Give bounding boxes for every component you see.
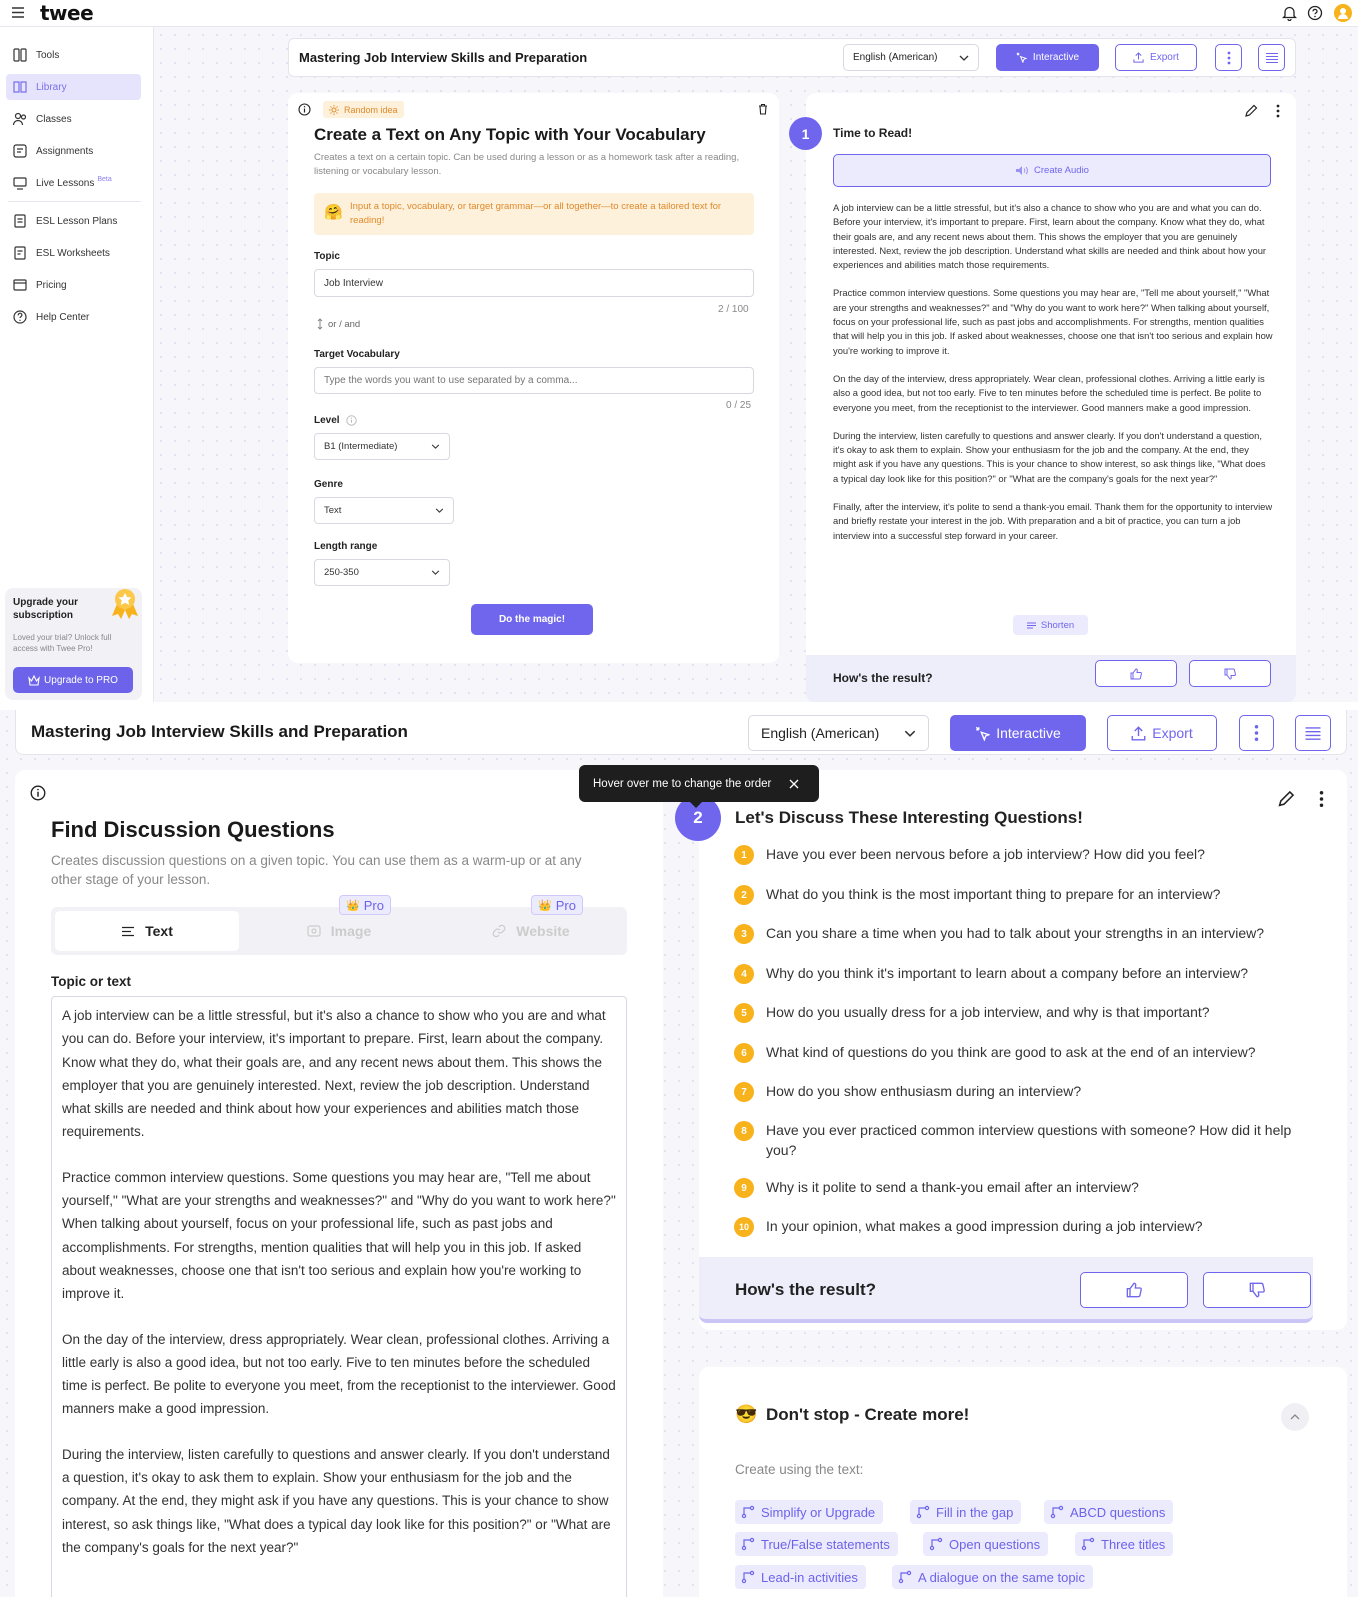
sidebar-item-label: ESL Lesson Plans	[36, 215, 118, 227]
trash-icon[interactable]	[758, 103, 768, 115]
branch-icon	[1050, 1505, 1064, 1519]
text-body	[833, 201, 1273, 543]
feedback-label: How's the result?	[735, 1280, 877, 1299]
tab-text[interactable]	[55, 911, 239, 951]
topic-paragraph: A job interview can be a little stressful, but it's also a chance to show who you are and what you can do. Before your interview, it's important to prepare. First, learn about the company. Know what they do, what their goals are, and any recent news about them. This shows the employer that you are genuinely interested. Next, review the job description. Understand what skills are needed and think about how your experiences and abilities match those requirements.	[62, 1008, 606, 1140]
form-title: Create a Text on Any Topic with Your Vocabulary	[314, 125, 706, 144]
sidebar-item-help-center[interactable]	[6, 304, 141, 330]
sidebar-item-live-lessons[interactable]	[6, 170, 141, 196]
chip-fill-in-the-gap[interactable]	[910, 1500, 1021, 1524]
length-value: 250-350	[324, 567, 359, 578]
genre-value: Text	[324, 505, 342, 516]
sidebar-item-esl-worksheets[interactable]	[6, 240, 141, 266]
topic-paragraph: During the interview, listen carefully to questions and answer clearly. If you don't understand a question, it's okay to ask them to explain. Show your enthusiasm for the job and the company. At the end, they might ask if you have any questions. This is your chance to show interest, so ask things like, "What does a typical day look like for this position?" or "What are the company's goals for the next year?"	[62, 1446, 611, 1555]
language-value: English (American)	[761, 725, 880, 741]
tools-icon	[12, 47, 28, 63]
shorten-label: Shorten	[1040, 619, 1075, 631]
upgrade-title: Upgrade your subscription	[13, 597, 79, 621]
genre-select[interactable]	[314, 497, 454, 524]
crown-icon: 👑	[538, 899, 552, 912]
language-value: English (American)	[853, 52, 938, 63]
sidebar-item-label: Pricing	[36, 279, 67, 291]
lesson-title[interactable]: Mastering Job Interview Skills and Preparation	[31, 722, 408, 741]
chevron-up-icon	[1290, 1414, 1300, 1420]
feedback-bar	[806, 655, 1296, 702]
pencil-icon[interactable]	[1244, 104, 1258, 118]
language-select[interactable]	[843, 44, 979, 71]
chip-label: Lead-in activities	[761, 1569, 858, 1585]
question-text: Can you share a time when you had to talk about your strengths in an interview?	[766, 925, 1265, 941]
chip-true-false-statements[interactable]	[735, 1532, 898, 1556]
pro-badge	[531, 895, 583, 915]
interactive-label: Interactive	[996, 725, 1061, 741]
topic-label: Topic or text	[51, 974, 132, 989]
result-title: Let's Discuss These Interesting Questions!	[735, 808, 1083, 827]
question-text: How do you usually dress for a job interview, and why is that important?	[766, 1004, 1210, 1020]
list-view-button[interactable]	[1258, 44, 1285, 71]
upgrade-button-label: Upgrade to PRO	[44, 674, 118, 686]
sidebar	[0, 27, 154, 702]
thumbs-up-button[interactable]	[1095, 660, 1177, 687]
form-description: Creates a text on a certain topic. Can be used during a lesson or as a homework task after a reading, listening or vocabulary lesson.	[314, 152, 740, 177]
pro-label: Pro	[555, 897, 576, 913]
tab-image[interactable]	[247, 911, 431, 951]
chip-a-dialogue-on-the-same-topic[interactable]	[892, 1565, 1093, 1589]
sidebar-item-label: Help Center	[36, 311, 90, 323]
sidebar-item-esl-lesson-plans[interactable]	[6, 208, 141, 234]
export-button[interactable]	[1115, 44, 1197, 71]
form-description: Creates discussion questions on a given topic. You can use them as a warm-up or at any other stage of your lesson.	[51, 853, 582, 887]
sidebar-item-tools[interactable]	[6, 42, 141, 68]
thumbs-down-button[interactable]	[1189, 660, 1271, 687]
swap-vertical-icon	[316, 318, 324, 330]
reorder-tooltip	[579, 765, 819, 802]
award-ribbon-icon	[109, 586, 141, 620]
sparkle-cursor-icon	[1016, 52, 1027, 63]
info-icon[interactable]	[346, 415, 357, 426]
chip-label: Three titles	[1101, 1536, 1166, 1552]
chip-three-titles[interactable]	[1075, 1532, 1173, 1556]
reading-paragraph: During the interview, listen carefully to questions and answer clearly. If you don't understand a question, it's okay to ask them to explain. Show your enthusiasm for the job and the company. At the end, they might ask if you have any questions. This is your chance to show interest, so ask things like, "What does a typical day look like for this position?" or "What are the company's goals for the next year?"	[833, 429, 1266, 484]
crown-icon: 👑	[346, 899, 360, 912]
create-more-card	[699, 1367, 1347, 1597]
chip-simplify-or-upgrade[interactable]	[735, 1500, 883, 1524]
upload-icon	[1131, 726, 1146, 741]
step-badge[interactable]: 2	[675, 795, 721, 841]
thumbs-up-button[interactable]	[1080, 1272, 1188, 1308]
sidebar-item-assignments[interactable]	[6, 138, 141, 164]
do-the-magic-label: Do the magic!	[498, 614, 566, 625]
question-number: 1	[734, 845, 754, 865]
worksheets-icon	[12, 245, 28, 261]
hugging-face-emoji-icon: 🤗	[324, 204, 343, 221]
thumbs-up-icon	[1130, 668, 1142, 680]
text-align-icon	[121, 926, 135, 937]
tooltip-arrow	[689, 801, 703, 808]
question-number: 5	[734, 1003, 754, 1023]
question-number: 4	[734, 964, 754, 984]
sidebar-item-label: Live Lessons	[36, 177, 95, 189]
export-label: Export	[1152, 725, 1193, 741]
list-item	[734, 963, 1314, 984]
info-icon[interactable]	[30, 785, 46, 801]
list-item	[734, 1081, 1314, 1102]
list-item	[734, 844, 1314, 865]
create-more-title: Don't stop - Create more!	[766, 1405, 970, 1424]
chip-label: Fill in the gap	[936, 1504, 1014, 1520]
tab-website[interactable]	[439, 911, 623, 951]
shorten-button[interactable]	[1013, 615, 1088, 635]
random-idea-badge[interactable]	[323, 101, 404, 118]
more-vertical-icon[interactable]	[1276, 104, 1280, 118]
list-item	[734, 1216, 1314, 1237]
chip-label: Simplify or Upgrade	[761, 1504, 876, 1520]
library-icon	[12, 79, 28, 95]
sidebar-item-pricing[interactable]	[6, 272, 141, 298]
link-icon	[492, 924, 506, 938]
top-bar	[0, 0, 1358, 27]
lesson-title[interactable]: Mastering Job Interview Skills and Preparation	[299, 50, 588, 65]
reading-paragraph: A job interview can be a little stressful, but it's also a chance to show who you are and what you can do. Before your interview, it's important to prepare. First, learn about the company. Know what they do, what their goals are, and any recent news about them. This shows the employer that you are genuinely interested. Next, review the job description. Understand what skills are needed and think about how your experiences and abilities match those requirements.	[833, 202, 1267, 271]
level-value: B1 (Intermediate)	[324, 441, 398, 452]
result-title: Time to Read!	[833, 126, 913, 140]
reading-paragraph: On the day of the interview, dress appropriately. Wear clean, professional clothes. Arriving a little early is also a good idea, but not too early. Five to ten minutes before the scheduled time is perfect. Be polite to everyone you meet, from the receptionist to the interviewer. Good manners make a good impression.	[833, 372, 1265, 413]
chip-label: True/False statements	[761, 1536, 890, 1552]
sidebar-item-classes[interactable]	[6, 106, 141, 132]
vocab-counter: 0 / 25	[726, 400, 752, 411]
interactive-button[interactable]	[996, 44, 1099, 71]
more-vertical-button[interactable]	[1215, 44, 1242, 71]
reading-paragraph: Practice common interview questions. Some questions you may hear are, "Tell me about yourself," "What are your strengths and weaknesses?" and "Why do you want to work here?" When talking about yourself, focus on your professional life, such as past jobs and accomplishments. For strengths, mention qualities that will help you in this job. If asked about weaknesses, choose one that isn't too serious and explain how you're working to improve it.	[833, 287, 1273, 356]
upload-icon	[1133, 52, 1144, 63]
pricing-icon	[12, 277, 28, 293]
sparkle-cursor-icon	[975, 726, 990, 741]
branch-icon	[741, 1505, 755, 1519]
length-select[interactable]	[314, 559, 450, 586]
more-vertical-icon	[1227, 51, 1231, 65]
question-text: What kind of questions do you think are good to ask at the end of an interview?	[766, 1044, 1256, 1060]
question-number: 10	[734, 1217, 754, 1237]
topic-paragraph: On the day of the interview, dress appropriately. Wear clean, professional clothes. Arriving a little early is also a good idea, but not too early. Five to ten minutes before the scheduled time is perfect. Be polite to everyone you meet, from the receptionist to the interviewer. Good manners make a good impression.	[62, 1331, 616, 1417]
interactive-label: Interactive	[1032, 52, 1080, 63]
pro-badge	[339, 895, 391, 915]
level-label	[314, 415, 357, 426]
question-text: Why is it polite to send a thank-you email after an interview?	[766, 1179, 1139, 1195]
branch-icon	[1081, 1537, 1095, 1551]
more-vertical-button[interactable]	[1239, 715, 1274, 751]
thumbs-down-icon	[1249, 1282, 1265, 1298]
chip-abcd-questions[interactable]	[1044, 1500, 1173, 1524]
chevron-down-icon	[431, 444, 440, 449]
classes-icon	[12, 111, 28, 127]
question-text: Have you ever practiced common interview questions with someone? How did it help you?	[766, 1122, 1292, 1158]
question-number: 7	[734, 1082, 754, 1102]
bottom-app-screen	[0, 710, 1358, 1597]
collapse-button[interactable]	[1281, 1403, 1309, 1431]
question-number: 3	[734, 924, 754, 944]
thumbs-down-icon	[1224, 668, 1236, 680]
hamburger-menu-icon[interactable]	[11, 6, 25, 19]
list-item	[734, 923, 1314, 944]
tip-text: Input a topic, vocabulary, or target grammar—or all together—to create a tailored text for reading!	[350, 201, 722, 226]
genre-label: Genre	[314, 479, 343, 490]
chip-lead-in-activities[interactable]	[735, 1565, 866, 1589]
target-vocabulary-input[interactable]	[314, 367, 754, 394]
topic-textarea[interactable]	[51, 996, 627, 1597]
question-text: What do you think is the most important thing to prepare for an interview?	[766, 886, 1221, 902]
topic-value: Job Interview	[324, 277, 383, 289]
close-icon[interactable]	[789, 779, 799, 789]
question-number: 8	[734, 1121, 754, 1141]
branch-icon	[916, 1505, 930, 1519]
sidebar-item-label: ESL Worksheets	[36, 247, 110, 259]
do-the-magic-button[interactable]	[471, 604, 593, 635]
question-text: In your opinion, what makes a good impression during a job interview?	[766, 1218, 1203, 1234]
topic-counter: 2 / 100	[718, 304, 749, 315]
lines-icon	[1027, 622, 1036, 629]
create-more-subtitle: Create using the text:	[735, 1462, 864, 1477]
topic-paragraph: Practice common interview questions. Some questions you may hear are, "Tell me about yourself," "What are your strengths and weaknesses?" and "Why do you want to work here?" When talking about yourself, focus on your professional life, such as past jobs and accomplishments. For strengths, mention qualities that will help you in this job. If asked about weaknesses, choose one that isn't too serious and explain how you're working to improve it.	[62, 1169, 616, 1302]
list-view-button[interactable]	[1295, 715, 1331, 751]
feedback-bar	[699, 1257, 1313, 1323]
more-vertical-icon	[1254, 724, 1259, 742]
question-text: How do you show enthusiasm during an interview?	[766, 1083, 1082, 1099]
sidebar-item-label: Tools	[36, 49, 60, 61]
feedback-label: How's the result?	[833, 671, 933, 685]
thumbs-down-button[interactable]	[1203, 1272, 1311, 1308]
list-icon	[1265, 52, 1279, 64]
twee-logo[interactable]: twee	[40, 1, 94, 25]
sidebar-item-label: Library	[36, 81, 67, 93]
sidebar-divider	[8, 201, 141, 202]
vocab-label: Target Vocabulary	[314, 349, 400, 360]
user-avatar-icon[interactable]	[1334, 4, 1352, 22]
thumbs-up-icon	[1126, 1282, 1142, 1298]
or-and-text: or / and	[328, 318, 361, 330]
list-item	[734, 1002, 1314, 1023]
chevron-down-icon	[435, 508, 444, 513]
upgrade-card	[5, 588, 142, 700]
sidebar-item-label: Assignments	[36, 145, 94, 157]
image-icon	[307, 925, 321, 937]
help-icon	[12, 309, 28, 325]
tip-box	[314, 193, 754, 235]
random-idea-label: Random idea	[344, 104, 398, 115]
tab-label: Image	[330, 923, 372, 939]
lesson-header	[15, 710, 1347, 755]
branch-icon	[741, 1537, 755, 1551]
list-item	[734, 1042, 1314, 1063]
interactive-button[interactable]	[950, 715, 1086, 751]
branch-icon	[898, 1570, 912, 1584]
topic-input[interactable]	[314, 269, 754, 297]
branch-icon	[929, 1537, 943, 1551]
export-label: Export	[1150, 52, 1179, 63]
tab-label: Text	[145, 923, 173, 939]
export-button[interactable]	[1107, 715, 1217, 751]
help-circle-icon[interactable]	[1307, 5, 1323, 21]
question-number: 2	[734, 885, 754, 905]
question-number: 9	[734, 1178, 754, 1198]
speaker-icon	[1015, 165, 1028, 176]
more-vertical-icon[interactable]	[1319, 790, 1324, 808]
upgrade-to-pro-button[interactable]	[13, 667, 133, 693]
pencil-icon[interactable]	[1277, 790, 1295, 808]
sidebar-item-label: Classes	[36, 113, 72, 125]
sidebar-item-library[interactable]	[6, 74, 141, 100]
level-select[interactable]	[314, 433, 450, 460]
tooltip-text: Hover over me to change the order	[593, 777, 772, 790]
crown-icon	[28, 675, 40, 686]
top-app-screen	[0, 0, 1358, 702]
length-label: Length range	[314, 541, 378, 552]
form-title: Find Discussion Questions	[51, 817, 335, 842]
chevron-down-icon	[431, 570, 440, 575]
chip-label: A dialogue on the same topic	[918, 1569, 1085, 1585]
list-item	[734, 884, 1314, 905]
chevron-down-icon	[959, 55, 969, 61]
upgrade-text: Loved your trial? Unlock full access with Twee Pro!	[13, 633, 112, 653]
pro-label: Pro	[363, 897, 384, 913]
beta-badge: Beta	[97, 175, 112, 183]
bell-icon[interactable]	[1282, 5, 1297, 21]
question-number: 6	[734, 1043, 754, 1063]
lesson-plans-icon	[12, 213, 28, 229]
create-audio-label: Create Audio	[1034, 165, 1089, 176]
create-audio-button[interactable]	[833, 154, 1271, 187]
assignments-icon	[12, 143, 28, 159]
chip-label: ABCD questions	[1070, 1504, 1166, 1520]
branch-icon	[741, 1570, 755, 1584]
chevron-down-icon	[904, 730, 916, 737]
language-select[interactable]	[748, 715, 929, 751]
list-icon	[1304, 726, 1322, 741]
live-lessons-icon	[12, 175, 28, 191]
info-icon[interactable]	[298, 103, 311, 116]
question-text: Have you ever been nervous before a job interview? How did you feel?	[766, 846, 1205, 862]
chip-label: Open questions	[949, 1536, 1041, 1552]
list-item	[734, 1177, 1314, 1198]
list-item	[734, 1120, 1314, 1160]
sunglasses-emoji-icon: 😎	[735, 1404, 758, 1424]
sun-icon	[329, 105, 339, 115]
create-text-card	[288, 93, 779, 663]
level-label-text: Level	[314, 415, 340, 426]
step-badge[interactable]: 1	[789, 117, 822, 150]
or-and-label	[316, 318, 360, 330]
topic-label: Topic	[314, 251, 340, 262]
reading-paragraph: Finally, after the interview, it's polite to send a thank-you email. Thank them for the opportunity to interview and briefly restate your interest in the job. With preparation and a bit of practice, you can turn a job interview into a successful step forward in your career.	[833, 501, 1273, 541]
question-text: Why do you think it's important to learn about a company before an interview?	[766, 965, 1249, 981]
chip-open-questions[interactable]	[923, 1532, 1048, 1556]
tab-label: Website	[516, 923, 570, 939]
discussion-form-card	[15, 770, 663, 1597]
lesson-header	[288, 38, 1296, 77]
